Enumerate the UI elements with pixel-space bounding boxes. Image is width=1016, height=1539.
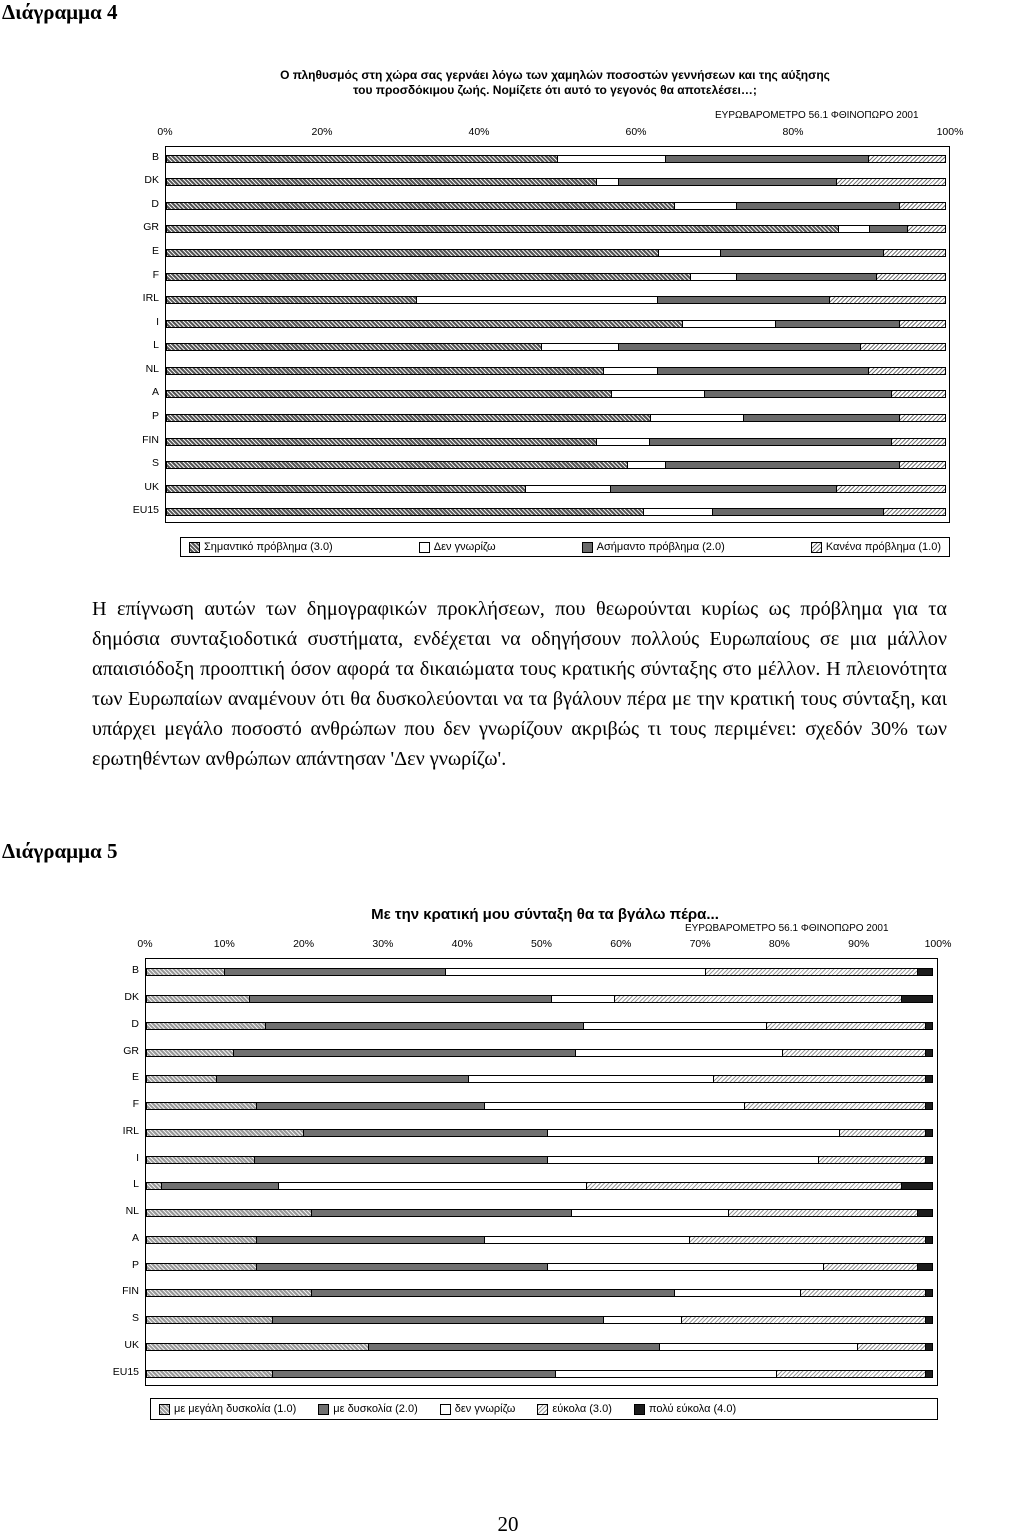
legend-label: Ασήμαντο πρόβλημα (2.0) xyxy=(596,541,725,553)
chart-1-category-label-f: F xyxy=(152,268,159,281)
chart-2-x-tick: 50% xyxy=(530,938,553,950)
chart-2-segment-dk-s5 xyxy=(901,995,933,1003)
chart-2-category-label-d: D xyxy=(131,1017,139,1030)
chart-2-category-label-i: I xyxy=(136,1151,139,1164)
chart-2-segment-d-s1 xyxy=(146,1022,266,1030)
chart-2-segment-fin-s1 xyxy=(146,1289,312,1297)
chart-2-x-tick: 0% xyxy=(137,938,153,950)
chart-2-segment-l-s3 xyxy=(278,1182,586,1190)
chart-1-category-label-p: P xyxy=(151,409,159,422)
chart-2-category-label-fin: FIN xyxy=(122,1285,139,1298)
chart-1-bar-b xyxy=(166,155,949,163)
chart-2-segment-s-s2 xyxy=(272,1316,604,1324)
chart-2-segment-fin-s3 xyxy=(674,1289,801,1297)
chart-2-segment-d-s2 xyxy=(265,1022,585,1030)
chart-2-category-label-gr: GR xyxy=(123,1044,139,1057)
chart-1-category-label-i: I xyxy=(156,315,159,328)
chart-2-segment-e-s1 xyxy=(146,1075,217,1083)
chart-2-segment-gr-s5 xyxy=(925,1049,933,1057)
chart-2-segment-f-s3 xyxy=(484,1102,745,1110)
chart-2-segment-p-s4 xyxy=(823,1263,918,1271)
legend-label: Κανένα πρόβλημα (1.0) xyxy=(825,541,941,553)
chart-2-x-tick: 20% xyxy=(293,938,315,950)
chart-2-category-label-a: A xyxy=(131,1231,139,1244)
chart-2-x-tick: 100% xyxy=(924,938,952,950)
chart-2-bar-d xyxy=(146,1022,937,1030)
chart-2-segment-irl-s1 xyxy=(146,1129,304,1137)
chart-2-category-label-irl: IRL xyxy=(122,1124,139,1137)
chart-2-segment-b-s5 xyxy=(917,968,933,976)
chart-2-segment-i-s5 xyxy=(925,1156,933,1164)
legend-label: Σημαντικό πρόβλημα (3.0) xyxy=(204,541,333,553)
chart-2-bar-i xyxy=(146,1156,937,1164)
legend-swatch xyxy=(440,1404,451,1415)
chart-1-legend-item-3 xyxy=(582,541,725,553)
chart-2-segment-fin-s2 xyxy=(311,1289,675,1297)
chart-1-bar-gr xyxy=(166,225,949,233)
chart-2-segment-b-s3 xyxy=(445,968,706,976)
chart-1-category-label-uk: UK xyxy=(144,480,159,493)
chart-1-segment-a-s3 xyxy=(704,390,892,398)
chart-2-x-tick: 10% xyxy=(213,938,235,950)
chart-1-bar-s xyxy=(166,461,949,469)
chart-2-segment-nl-s1 xyxy=(146,1209,312,1217)
chart-1-bar-uk xyxy=(166,485,949,493)
chart-1-category-label-a: A xyxy=(151,386,159,399)
chart-1-x-tick: 0% xyxy=(157,126,173,138)
chart-2-category-label-f: F xyxy=(132,1098,139,1111)
chart-1-segment-irl-s3 xyxy=(657,296,829,304)
chart-1-segment-uk-s3 xyxy=(610,485,837,493)
chart-2-bar-l xyxy=(146,1182,937,1190)
legend-swatch xyxy=(634,1404,645,1415)
chart-2-segment-s-s3 xyxy=(603,1316,682,1324)
legend-label: πολύ εύκολα (4.0) xyxy=(648,1403,737,1415)
chart-1-bar-i xyxy=(166,320,949,328)
chart-2-bar-nl xyxy=(146,1209,937,1217)
chart-1-x-tick: 20% xyxy=(311,126,333,138)
chart-2-bar-p xyxy=(146,1263,937,1271)
chart-2-segment-eu15-s1 xyxy=(146,1370,273,1378)
chart-2-segment-uk-s4 xyxy=(857,1343,926,1351)
chart-2-segment-b-s1 xyxy=(146,968,225,976)
chart-2-x-tick: 30% xyxy=(372,938,394,950)
chart-1-segment-e-s1 xyxy=(166,249,659,257)
chart-1-bar-eu15 xyxy=(166,508,949,516)
chart-1-title xyxy=(160,68,950,98)
chart-2-category-label-s: S xyxy=(131,1312,139,1325)
chart-2-segment-irl-s4 xyxy=(839,1129,926,1137)
chart-2-segment-f-s2 xyxy=(256,1102,485,1110)
chart-1-plot-area xyxy=(165,146,950,523)
chart-1-category-label-fin: FIN xyxy=(142,433,159,446)
chart-1-category-label-e: E xyxy=(151,245,159,258)
chart-2-segment-a-s2 xyxy=(256,1236,485,1244)
chart-2-legend-item-3 xyxy=(440,1403,516,1415)
chart-1-bar-irl xyxy=(166,296,949,304)
chart-1-segment-a-s2 xyxy=(611,390,705,398)
chart-1-segment-nl-s4 xyxy=(868,367,946,375)
chart-1-segment-i-s3 xyxy=(775,320,900,328)
chart-2-segment-s-s1 xyxy=(146,1316,273,1324)
legend-swatch xyxy=(537,1404,548,1415)
chart-1-segment-s-s1 xyxy=(166,461,628,469)
chart-1-segment-gr-s4 xyxy=(907,225,946,233)
chart-1-source: ΕΥΡΩΒΑΡΟΜΕΤΡΟ 56.1 ΦΘΙΝΟΠΩΡΟ 2001 xyxy=(715,110,919,121)
chart-1-segment-i-s2 xyxy=(682,320,776,328)
chart-2-segment-l-s5 xyxy=(901,1182,933,1190)
chart-2-segment-f-s4 xyxy=(744,1102,926,1110)
chart-1-segment-b-s3 xyxy=(665,155,869,163)
legend-swatch xyxy=(159,1404,170,1415)
chart-1-segment-i-s1 xyxy=(166,320,683,328)
legend-swatch xyxy=(419,542,430,553)
chart-2-segment-a-s1 xyxy=(146,1236,257,1244)
chart-2-segment-a-s5 xyxy=(925,1236,933,1244)
chart-1-segment-e-s3 xyxy=(720,249,884,257)
chart-2-segment-fin-s5 xyxy=(925,1289,933,1297)
chart-1-bar-p xyxy=(166,414,949,422)
chart-1-bar-l xyxy=(166,343,949,351)
chart-1-segment-p-s1 xyxy=(166,414,651,422)
chart-1-segment-b-s2 xyxy=(557,155,667,163)
chart-2-segment-nl-s4 xyxy=(728,1209,918,1217)
chart-2-segment-p-s1 xyxy=(146,1263,257,1271)
legend-label: με μεγάλη δυσκολία (1.0) xyxy=(174,1403,297,1415)
chart-2-segment-nl-s2 xyxy=(311,1209,572,1217)
chart-1-segment-s-s4 xyxy=(899,461,946,469)
chart-2-segment-d-s5 xyxy=(925,1022,933,1030)
chart-2-category-label-uk: UK xyxy=(124,1338,139,1351)
chart-2-source: ΕΥΡΩΒΑΡΟΜΕΤΡΟ 56.1 ΦΘΙΝΟΠΩΡΟ 2001 xyxy=(685,923,889,934)
chart-1-segment-fin-s3 xyxy=(649,438,892,446)
body-paragraph: Η επίγνωση αυτών των δημογραφικών προκλήσεων, που θεωρούνται κυρίως ως πρόβλημα για τα δημόσια συνταξιοδοτικά συστήματα, ενδέχεται να οδηγήσουν πολλούς Ευρωπαίους σε μια μάλλον απαισιόδοξη προοπτική όσον αφορά τα δικαιώματα τους κρατικής σύνταξης στο μέλλον. Η πλειονότητα των Ευρωπαίων αναμένουν ότι θα δυσκολεύονται να τα βγάλουν πέρα με την κρατική τους σύνταξη, και υπάρχει μεγάλο ποσοστό ανθρώπων που δεν γνωρίζουν ακριβώς τι τους περιμένει: σχεδόν 30% των ερωτηθέντων ανθρώπων απάντησαν 'Δεν γνωρίζω'. xyxy=(92,598,947,770)
chart-2-segment-i-s3 xyxy=(547,1156,818,1164)
chart-2-segment-dk-s2 xyxy=(249,995,553,1003)
chart-2-segment-gr-s1 xyxy=(146,1049,234,1057)
chart-2-bar-uk xyxy=(146,1343,937,1351)
chart-2-segment-dk-s3 xyxy=(551,995,615,1003)
chart-1-segment-d-s2 xyxy=(674,202,737,210)
chart-1-segment-f-s3 xyxy=(736,273,877,281)
chart-1-x-tick: 60% xyxy=(625,126,647,138)
chart-2-x-tick: 90% xyxy=(848,938,870,950)
legend-label: με δυσκολία (2.0) xyxy=(333,1403,418,1415)
chart-2-segment-gr-s4 xyxy=(782,1049,926,1057)
legend-swatch xyxy=(811,542,822,553)
chart-2-legend-item-5 xyxy=(634,1403,736,1415)
chart-2-bar-a xyxy=(146,1236,937,1244)
chart-2-segment-p-s5 xyxy=(917,1263,933,1271)
chart-1-x-tick: 100% xyxy=(936,126,964,138)
chart-2-segment-p-s3 xyxy=(547,1263,824,1271)
chart-2-category-label-b: B xyxy=(131,964,139,977)
chart-2-segment-b-s2 xyxy=(224,968,445,976)
chart-2-bar-e xyxy=(146,1075,937,1083)
chart-1-segment-l-s1 xyxy=(166,343,542,351)
chart-1-segment-p-s2 xyxy=(650,414,744,422)
chart-2-category-label-l: L xyxy=(133,1178,139,1191)
chart-1-segment-uk-s2 xyxy=(525,485,611,493)
chart-2-segment-nl-s5 xyxy=(917,1209,933,1217)
chart-2-segment-f-s1 xyxy=(146,1102,257,1110)
chart-1-legend-item-2 xyxy=(419,541,496,553)
chart-1-x-tick: 40% xyxy=(468,126,490,138)
chart-2-segment-l-s1 xyxy=(146,1182,162,1190)
chart-1-segment-d-s4 xyxy=(899,202,946,210)
chart-1-segment-l-s4 xyxy=(860,343,946,351)
chart-1-segment-f-s1 xyxy=(166,273,691,281)
chart-2-segment-uk-s2 xyxy=(368,1343,660,1351)
chart-1-segment-eu15-s4 xyxy=(883,508,946,516)
chart-2-legend-item-2 xyxy=(318,1403,417,1415)
chart-2-segment-gr-s2 xyxy=(233,1049,577,1057)
chart-2-segment-uk-s1 xyxy=(146,1343,369,1351)
chart-2-bar-fin xyxy=(146,1289,937,1297)
chart-2-bar-s xyxy=(146,1316,937,1324)
chart-1-category-label-s: S xyxy=(151,457,159,470)
chart-1-segment-gr-s3 xyxy=(869,225,908,233)
chart-1-category-label-irl: IRL xyxy=(142,292,159,305)
legend-label: δεν γνωρίζω xyxy=(454,1403,516,1415)
chart-1-bar-a xyxy=(166,390,949,398)
chart-1-segment-dk-s4 xyxy=(836,178,946,186)
chart-2-segment-e-s2 xyxy=(216,1075,469,1083)
legend-label: εύκολα (3.0) xyxy=(552,1403,612,1415)
chart-1-segment-f-s4 xyxy=(876,273,946,281)
chart-2-x-tick: 40% xyxy=(451,938,473,950)
chart-2-segment-f-s5 xyxy=(925,1102,933,1110)
chart-1-segment-gr-s1 xyxy=(166,225,839,233)
chart-2-segment-irl-s3 xyxy=(547,1129,840,1137)
chart-1-bar-f xyxy=(166,273,949,281)
chart-2-segment-e-s3 xyxy=(468,1075,713,1083)
chart-2-title: Με την κρατική μου σύνταξη θα τα βγάλω πέρα... xyxy=(371,906,719,923)
legend-swatch xyxy=(189,542,200,553)
figure-5-heading: Διάγραμμα 5 xyxy=(2,839,118,863)
chart-1-segment-irl-s2 xyxy=(416,296,659,304)
chart-1-segment-eu15-s1 xyxy=(166,508,644,516)
chart-2-segment-uk-s3 xyxy=(659,1343,859,1351)
legend-label: Δεν γνωρίζω xyxy=(433,541,496,553)
chart-1-legend-item-4 xyxy=(811,541,941,553)
chart-1-legend xyxy=(180,537,950,557)
chart-1-segment-b-s4 xyxy=(868,155,946,163)
chart-2-bar-irl xyxy=(146,1129,937,1137)
chart-2-x-tick: 70% xyxy=(689,938,711,950)
chart-2-segment-d-s3 xyxy=(583,1022,767,1030)
chart-2-bar-eu15 xyxy=(146,1370,937,1378)
chart-1-segment-s-s2 xyxy=(627,461,666,469)
chart-1-segment-a-s4 xyxy=(891,390,946,398)
chart-1-segment-uk-s1 xyxy=(166,485,526,493)
chart-1-category-label-gr: GR xyxy=(143,221,159,234)
chart-1-segment-eu15-s2 xyxy=(643,508,713,516)
chart-1-segment-uk-s4 xyxy=(836,485,946,493)
chart-2-legend-item-1 xyxy=(159,1403,296,1415)
chart-1-legend-item-1 xyxy=(189,541,333,553)
chart-1-segment-gr-s2 xyxy=(838,225,869,233)
chart-2-segment-a-s4 xyxy=(689,1236,926,1244)
chart-2-segment-gr-s3 xyxy=(575,1049,783,1057)
chart-2-category-label-e: E xyxy=(131,1071,139,1084)
chart-2-segment-uk-s5 xyxy=(925,1343,933,1351)
chart-1-segment-fin-s2 xyxy=(596,438,651,446)
chart-1-segment-dk-s2 xyxy=(596,178,619,186)
chart-1-segment-p-s4 xyxy=(899,414,946,422)
chart-2-segment-l-s4 xyxy=(586,1182,902,1190)
chart-2-legend-item-4 xyxy=(537,1403,612,1415)
chart-2-legend xyxy=(150,1398,938,1420)
chart-1-segment-fin-s1 xyxy=(166,438,597,446)
chart-1-category-label-eu15: EU15 xyxy=(132,504,159,517)
chart-2-segment-eu15-s5 xyxy=(925,1370,933,1378)
chart-2-segment-e-s4 xyxy=(713,1075,927,1083)
chart-2-segment-irl-s5 xyxy=(925,1129,933,1137)
chart-1-segment-eu15-s3 xyxy=(712,508,884,516)
chart-1-bar-e xyxy=(166,249,949,257)
chart-1-segment-dk-s1 xyxy=(166,178,597,186)
chart-2-x-tick: 80% xyxy=(768,938,790,950)
chart-2-bar-f xyxy=(146,1102,937,1110)
chart-2-x-tick: 60% xyxy=(610,938,632,950)
chart-2-segment-i-s2 xyxy=(254,1156,549,1164)
chart-2-segment-i-s4 xyxy=(818,1156,927,1164)
legend-swatch xyxy=(582,542,593,553)
chart-1-segment-b-s1 xyxy=(166,155,558,163)
chart-1-segment-s-s3 xyxy=(665,461,900,469)
chart-2-segment-dk-s1 xyxy=(146,995,250,1003)
chart-2-segment-b-s4 xyxy=(705,968,919,976)
chart-1-segment-nl-s1 xyxy=(166,367,604,375)
chart-2-category-label-dk: DK xyxy=(124,991,139,1004)
chart-2-bar-b xyxy=(146,968,937,976)
chart-2-segment-eu15-s2 xyxy=(272,1370,557,1378)
chart-1-bar-fin xyxy=(166,438,949,446)
chart-2-category-label-eu15: EU15 xyxy=(112,1365,139,1378)
chart-1-segment-e-s2 xyxy=(658,249,721,257)
chart-2-segment-fin-s4 xyxy=(800,1289,927,1297)
chart-1-segment-nl-s2 xyxy=(603,367,658,375)
chart-2-category-label-p: P xyxy=(131,1258,139,1271)
chart-2-segment-dk-s4 xyxy=(614,995,902,1003)
chart-1-category-label-l: L xyxy=(153,339,159,352)
chart-2-segment-p-s2 xyxy=(256,1263,549,1271)
chart-1-category-label-dk: DK xyxy=(144,174,159,187)
chart-1-segment-l-s3 xyxy=(618,343,861,351)
chart-1-x-tick: 80% xyxy=(782,126,804,138)
chart-2-segment-eu15-s3 xyxy=(555,1370,776,1378)
chart-1-segment-l-s2 xyxy=(541,343,619,351)
chart-1-segment-dk-s3 xyxy=(618,178,837,186)
chart-2-bar-gr xyxy=(146,1049,937,1057)
chart-1-bar-nl xyxy=(166,367,949,375)
chart-2-segment-s-s4 xyxy=(681,1316,926,1324)
chart-2-segment-irl-s2 xyxy=(303,1129,548,1137)
chart-1-title-line-2: του προσδόκιμου ζωής. Νομίζετε ότι αυτό το γεγονός θα αποτελέσει…; xyxy=(353,83,757,97)
chart-2-segment-d-s4 xyxy=(766,1022,926,1030)
chart-1-category-label-b: B xyxy=(151,150,159,163)
chart-1-segment-fin-s4 xyxy=(891,438,946,446)
page-number: 20 xyxy=(497,1512,519,1536)
legend-swatch xyxy=(318,1404,329,1415)
chart-1-segment-nl-s3 xyxy=(657,367,868,375)
chart-2-bar-dk xyxy=(146,995,937,1003)
chart-1-segment-irl-s1 xyxy=(166,296,417,304)
chart-1-bar-d xyxy=(166,202,949,210)
chart-2-segment-nl-s3 xyxy=(571,1209,729,1217)
chart-2-plot-area xyxy=(145,958,938,1386)
chart-1-segment-e-s4 xyxy=(883,249,946,257)
chart-2-segment-i-s1 xyxy=(146,1156,255,1164)
chart-1-segment-a-s1 xyxy=(166,390,612,398)
figure-4-heading: Διάγραμμα 4 xyxy=(2,0,118,24)
chart-1-segment-d-s1 xyxy=(166,202,675,210)
chart-1-segment-d-s3 xyxy=(736,202,900,210)
chart-1-category-label-d: D xyxy=(151,197,159,210)
chart-2-segment-l-s2 xyxy=(161,1182,280,1190)
chart-1-segment-i-s4 xyxy=(899,320,946,328)
chart-2-segment-e-s5 xyxy=(925,1075,933,1083)
chart-1-title-line-1: Ο πληθυσμός στη χώρα σας γερνάει λόγω των χαμηλών ποσοστών γεννήσεων και της αύξησης xyxy=(280,68,830,82)
chart-1-segment-irl-s4 xyxy=(829,296,946,304)
chart-1-category-label-nl: NL xyxy=(145,362,159,375)
chart-2-category-label-nl: NL xyxy=(125,1205,139,1218)
chart-1-segment-p-s3 xyxy=(743,414,900,422)
chart-1-segment-f-s2 xyxy=(690,273,737,281)
chart-2-segment-eu15-s4 xyxy=(776,1370,926,1378)
chart-2-segment-a-s3 xyxy=(484,1236,690,1244)
chart-2-segment-s-s5 xyxy=(925,1316,933,1324)
chart-1-bar-dk xyxy=(166,178,949,186)
